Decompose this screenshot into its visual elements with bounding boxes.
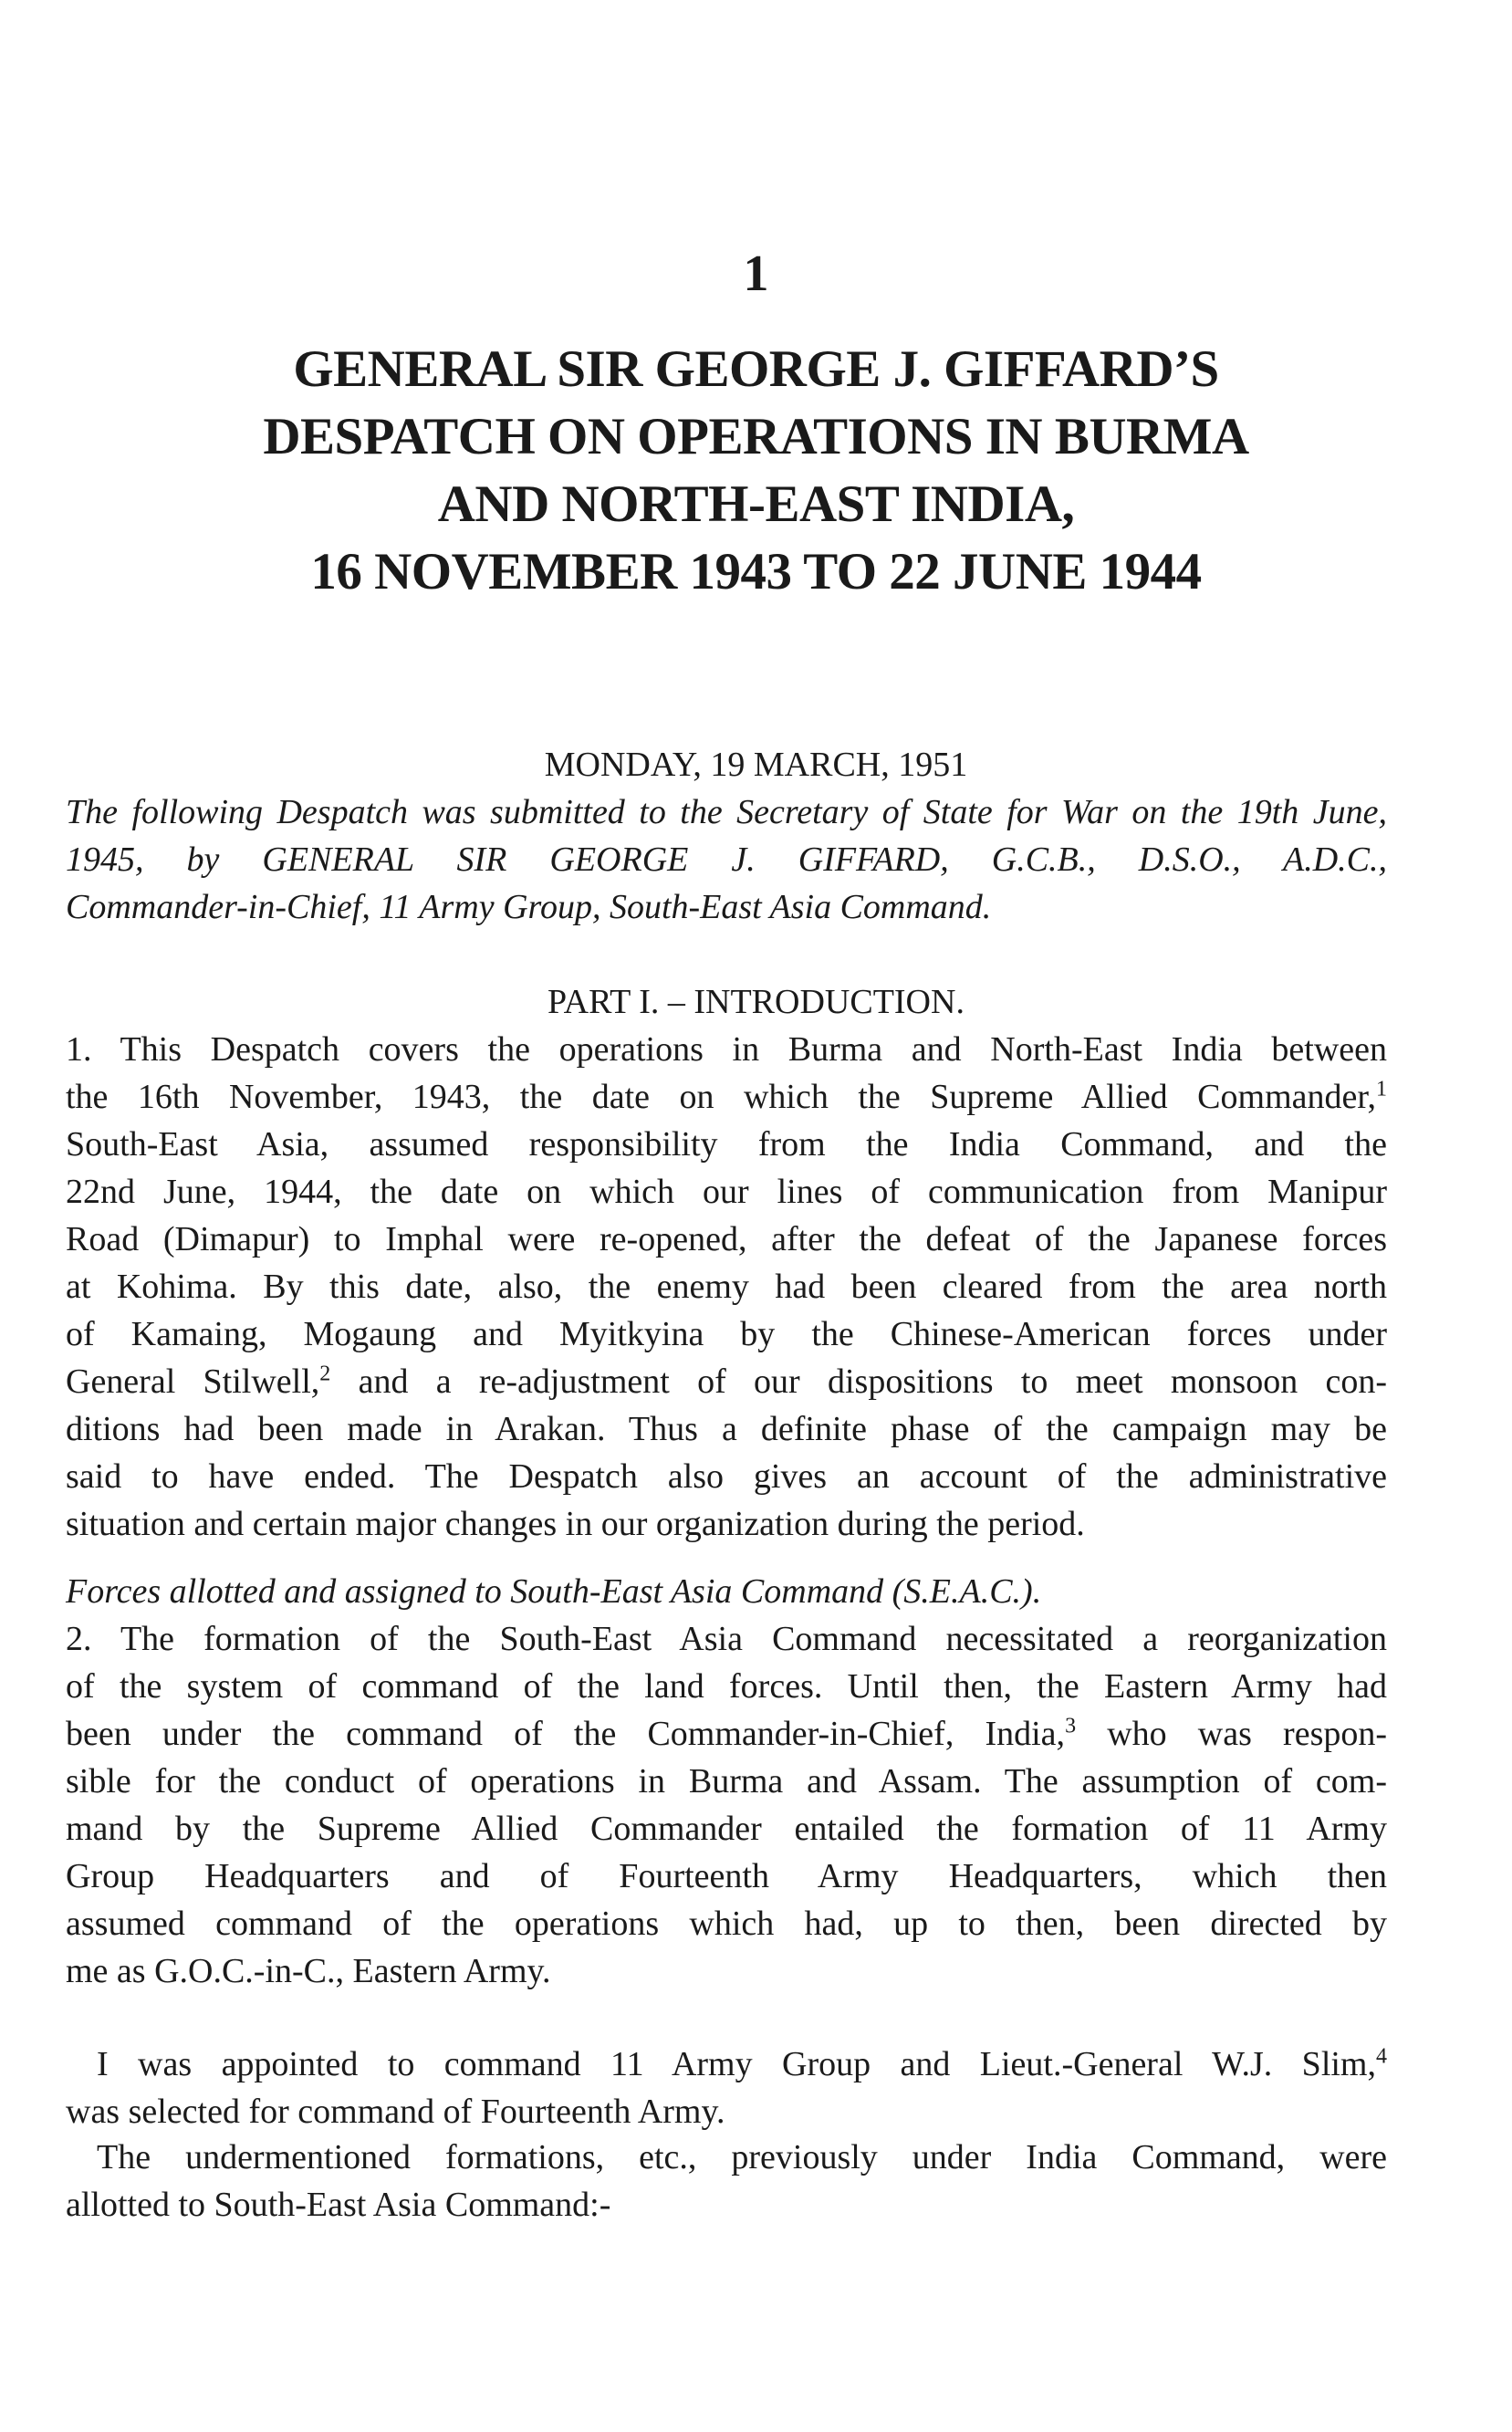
text-line: 2. The formation of the South-East Asia Command necessitated a reorganization	[66, 1620, 1387, 1658]
text-fragment: who was respon-	[1107, 1715, 1388, 1753]
text-fragment: General Stilwell,	[66, 1362, 320, 1401]
paragraph-3	[66, 2041, 1387, 2135]
text-fragment: the 16th November, 1943, the date on which the Supreme Allied Commander,	[66, 1078, 1376, 1116]
text-fragment: and a re-adjustment of our dispositions to meet monsoon con-	[358, 1362, 1388, 1401]
text-line: The following Despatch was submitted to the Secretary of State for War on the 19th June,	[66, 793, 1387, 831]
title-line: GENERAL SIR GEORGE J. GIFFARD’S	[293, 340, 1219, 398]
text-line: Group Headquarters and of Fourteenth Army Headquarters, which then	[66, 1857, 1387, 1895]
text-line: was selected for command of Fourteenth Army.	[66, 2093, 725, 2131]
text-fragment: been under the command of the Commander-in-Chief, India,	[66, 1715, 1066, 1753]
despatch-title	[109, 336, 1403, 606]
text-line: South-East Asia, assumed responsibility from the India Command, and the	[66, 1125, 1387, 1164]
text-fragment: I was appointed to command 11 Army Group and Lieut.-General W.J. Slim,	[97, 2045, 1376, 2083]
text-line: of Kamaing, Mogaung and Myitkyina by the Chinese-American forces under	[66, 1315, 1387, 1353]
text-line: situation and certain major changes in our organization during the period.	[66, 1505, 1085, 1543]
title-line: AND NORTH-EAST INDIA,	[437, 475, 1075, 533]
footnote-ref: 1	[1376, 1077, 1387, 1101]
text-line: assumed command of the operations which had, up to then, been directed by	[66, 1905, 1387, 1943]
text-line	[66, 1710, 1387, 1758]
text-line: 22nd June, 1944, the date on which our lines of communication from Manipur	[66, 1173, 1387, 1211]
text-line: at Kohima. By this date, also, the enemy had been cleared from the area north	[66, 1268, 1387, 1306]
text-line: 1945, by GENERAL SIR GEORGE J. GIFFARD, G.C.B., D.S.O., A.D.C.,	[66, 840, 1387, 879]
submission-note	[66, 788, 1387, 931]
part-heading: PART I. – INTRODUCTION.	[547, 983, 965, 1021]
text-line: ditions had been made in Arakan. Thus a definite phase of the campaign may be	[66, 1410, 1387, 1448]
text-line: said to have ended. The Despatch also gives an account of the administrative	[66, 1457, 1387, 1496]
footnote-ref: 4	[1376, 2044, 1387, 2069]
paragraph-2	[66, 1615, 1387, 1995]
paragraph-4	[66, 2134, 1387, 2228]
text-line: 1. This Despatch covers the operations in Burma and North-East India between	[66, 1030, 1387, 1069]
title-line: 16 NOVEMBER 1943 TO 22 JUNE 1944	[310, 543, 1202, 600]
title-line: DESPATCH ON OPERATIONS IN BURMA	[263, 408, 1249, 465]
text-line: allotted to South-East Asia Command:-	[66, 2186, 611, 2224]
text-line: sible for the conduct of operations in Burma and Assam. The assumption of com-	[66, 1762, 1387, 1801]
text-line: Road (Dimapur) to Imphal were re-opened, after the defeat of the Japanese forces	[66, 1220, 1387, 1258]
chapter-number: 1	[743, 245, 769, 302]
footnote-ref: 3	[1065, 1714, 1077, 1738]
text-line	[66, 2041, 1387, 2088]
text-line: The undermentioned formations, etc., previously under India Command, were	[97, 2138, 1387, 2176]
text-line: mand by the Supreme Allied Commander entailed the formation of 11 Army	[66, 1810, 1387, 1848]
text-line: me as G.O.C.-in-C., Eastern Army.	[66, 1952, 551, 1990]
publication-date: MONDAY, 19 MARCH, 1951	[544, 746, 968, 784]
footnote-ref: 2	[319, 1362, 331, 1386]
paragraph-1	[66, 1026, 1387, 1548]
text-line	[66, 1073, 1387, 1121]
text-line	[66, 1358, 1387, 1405]
text-line: of the system of command of the land forces. Until then, the Eastern Army had	[66, 1667, 1387, 1706]
text-line: Commander-in-Chief, 11 Army Group, South-East Asia Command.	[66, 888, 992, 926]
section-heading: Forces allotted and assigned to South-East Asia Command (S.E.A.C.).	[66, 1572, 1042, 1611]
